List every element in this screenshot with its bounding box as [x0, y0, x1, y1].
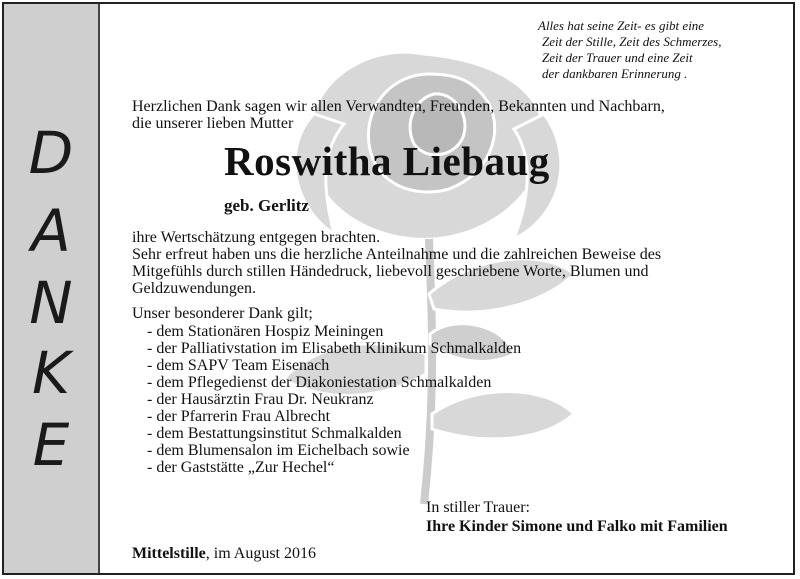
poem-line: der dankbaren Erinnerung . — [542, 66, 688, 81]
mourning-family: Ihre Kinder Simone und Falko mit Familien — [426, 518, 728, 535]
list-item: - der Gaststätte „Zur Hechel“ — [147, 459, 335, 476]
list-item: - dem Bestattungsinstitut Schmalkalden — [147, 425, 402, 442]
list-item: - der Hausärztin Frau Dr. Neukranz — [147, 391, 374, 408]
poem-line: Zeit der Trauer und eine Zeit — [542, 50, 693, 65]
sidebar-letter: N — [29, 269, 73, 337]
message-line: Sehr erfreut haben uns die herzliche Anteilnahme und die zahlreichen Beweise des — [132, 246, 662, 263]
sidebar-letter: K — [31, 339, 71, 407]
sidebar-danke — [4, 4, 100, 573]
message-line: ihre Wertschätzung entgegen brachten. — [132, 229, 381, 246]
list-item: - der Pfarrerin Frau Albrecht — [147, 408, 331, 425]
poem-block — [538, 18, 721, 82]
sidebar-letter: D — [28, 119, 74, 187]
thanks-heading: Unser besonderer Dank gilt; — [132, 305, 313, 322]
birth-name: geb. Gerlitz — [224, 196, 309, 215]
message-text — [132, 229, 661, 297]
sidebar-letter: A — [31, 197, 71, 265]
list-item: - dem Pflegedienst der Diakoniestation Schmalkalden — [147, 374, 492, 391]
deceased-name: Roswitha Liebaug — [224, 138, 550, 184]
footer-date: , im August 2016 — [205, 545, 316, 562]
list-item: - dem SAPV Team Eisenach — [147, 357, 330, 374]
message-line: Mitgefühls durch stillen Händedruck, liebevoll geschriebene Worte, Blumen und — [132, 263, 649, 280]
mourning-label: In stiller Trauer: — [426, 499, 530, 516]
list-item: - dem Blumensalon im Eichelbach sowie — [147, 442, 410, 459]
poem-line: Zeit der Stille, Zeit des Schmerzes, — [542, 34, 722, 49]
intro-line: die unserer lieben Mutter — [132, 115, 294, 132]
intro-text — [132, 98, 665, 132]
list-item: - dem Stationären Hospiz Meiningen — [147, 323, 384, 340]
obituary-card — [2, 2, 795, 575]
sidebar-letter: E — [32, 411, 70, 479]
footer-place: Mittelstille — [132, 545, 206, 562]
intro-line: Herzlichen Dank sagen wir allen Verwandten, Freunden, Bekannten und Nachbarn, — [132, 98, 665, 115]
footer-place-date — [132, 545, 316, 562]
poem-line: Alles hat seine Zeit- es gibt eine — [538, 18, 705, 33]
list-item: - der Palliativstation im Elisabeth Klinikum Schmalkalden — [147, 340, 522, 357]
message-line: Geldzuwendungen. — [132, 280, 256, 297]
thanks-list — [147, 323, 521, 476]
